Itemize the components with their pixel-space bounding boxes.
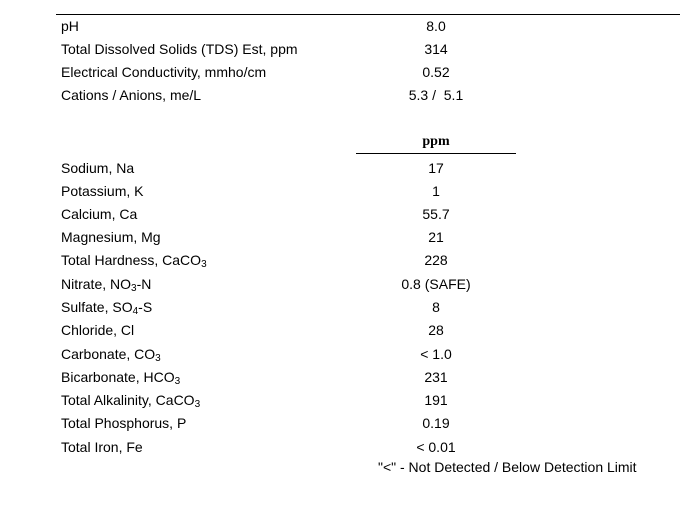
- ion-row-carbonate: [0, 344, 682, 364]
- summary-row-conductivity: [0, 62, 682, 82]
- row-label: Potassium, K: [61, 183, 144, 199]
- row-label: Sulfate, $SO_4-S$: [61, 299, 153, 317]
- row-label: Total Alkalinity, CaCO$_3$: [61, 392, 201, 410]
- ppm-column-header: ppm: [422, 134, 450, 149]
- row-label: Chloride, Cl: [61, 322, 135, 338]
- row-label: Total Iron, Fe: [61, 439, 143, 455]
- ion-row-sulfate: [0, 297, 682, 317]
- row-value: 314: [424, 41, 448, 57]
- ion-row-potassium: [0, 181, 682, 201]
- ppm-header-rule: [356, 153, 516, 154]
- ion-row-chloride: [0, 320, 682, 340]
- row-value: 17: [428, 160, 444, 176]
- row-value: 0.8 (SAFE): [401, 276, 471, 292]
- ion-row-magnesium: [0, 227, 682, 247]
- row-value: 231: [424, 369, 448, 385]
- summary-row-tds: [0, 39, 682, 59]
- row-value: 191: [424, 392, 448, 408]
- row-value: 28: [428, 322, 444, 338]
- row-label: Magnesium, Mg: [61, 229, 161, 245]
- summary-row-ph: [0, 16, 682, 36]
- row-value: 21: [428, 229, 444, 245]
- ion-row-calcium: [0, 204, 682, 224]
- row-label: Total Hardness, CaCO$_3$: [61, 252, 207, 270]
- row-label: Bicarbonate, $HCO_3$: [61, 369, 181, 387]
- ion-row-total-iron: [0, 437, 682, 457]
- row-value: 0.52: [422, 64, 450, 80]
- row-value: < 1.0: [420, 346, 452, 362]
- ion-row-nitrate: [0, 274, 682, 294]
- row-value: < 0.01: [416, 439, 456, 455]
- row-value: 8.0: [426, 18, 446, 34]
- row-value: 228: [424, 252, 448, 268]
- ion-row-total-hardness: [0, 250, 682, 270]
- ion-row-bicarbonate: [0, 367, 682, 387]
- summary-row-cations-anions: [0, 85, 682, 105]
- row-value: 0.19: [422, 415, 450, 431]
- top-rule: [56, 14, 680, 15]
- ion-row-sodium: [0, 158, 682, 178]
- row-label: pH: [61, 18, 79, 34]
- row-label: Carbonate, $CO_3$: [61, 346, 161, 364]
- row-value: 55.7: [422, 206, 450, 222]
- row-label: Cations / Anions, me/L: [61, 87, 202, 103]
- detection-limit-footnote: "<" - Not Detected / Below Detection Limit: [378, 459, 637, 475]
- row-value: 5.3 / 5.1: [408, 87, 464, 103]
- row-label: Electrical Conductivity, mmho/cm: [61, 64, 267, 80]
- ion-row-total-phosphorus: [0, 413, 682, 433]
- row-label: Calcium, Ca: [61, 206, 138, 222]
- row-label: Nitrate, $NO_3-N$: [61, 276, 152, 294]
- row-label: Sodium, Na: [61, 160, 135, 176]
- row-label: Total Phosphorus, P: [61, 415, 187, 431]
- row-label: Total Dissolved Solids (TDS) Est, ppm: [61, 41, 298, 57]
- row-value: 8: [432, 299, 440, 315]
- row-value: 1: [432, 183, 440, 199]
- ion-row-total-alkalinity: [0, 390, 682, 410]
